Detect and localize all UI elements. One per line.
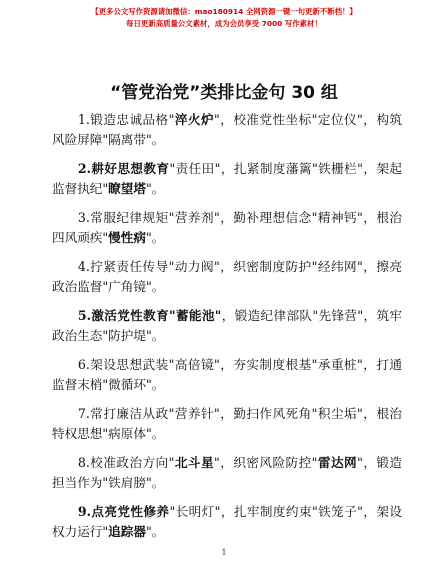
- slogan-item: [52, 110, 402, 150]
- slogan-text-bold: 雷达网: [317, 455, 358, 470]
- page-number: 1: [221, 548, 227, 557]
- promo-banner-line-2: 每日更新高质量公文素材，成为会员享受 7000 写作素材！: [126, 19, 322, 28]
- slogan-text: 1.锻造忠诚品格": [77, 112, 175, 127]
- slogan-text: "，织密风险防控": [214, 455, 318, 470]
- slogan-text: ，锻造纪律部队"先锋营"，筑牢政治生态"防护堤"。: [52, 308, 402, 343]
- slogan-item: [52, 159, 402, 199]
- slogan-text: 6.架设思想武装"高倍镜"，夯实制度根基"承重桩"，打通监督末梢"微循环"。: [52, 357, 402, 392]
- slogan-text: "，锻造担当作为"铁肩膀"。: [52, 455, 403, 490]
- slogan-text: "。: [145, 524, 165, 539]
- slogan-text-bold: 淬火炉: [174, 112, 215, 127]
- slogan-item: [52, 404, 402, 444]
- slogan-list: [52, 110, 402, 551]
- document-title: “管党治党”类排比金句 30 组: [110, 83, 338, 103]
- slogan-item: [52, 208, 402, 248]
- slogan-text-bold: 5.激活党性教育"蓄能池": [77, 308, 222, 323]
- slogan-item: [52, 355, 402, 395]
- slogan-text: 3.常服纪律规矩"营养剂"，勤补理想信念"精神钙"，根治四风顽疾": [52, 210, 402, 245]
- slogan-text: "，校准党性坐标"定位仪"，构筑风险屏障"隔离带"。: [52, 112, 402, 147]
- slogan-text: "责任田"，扎紧制度藩篱"铁栅栏"，架起监督执纪": [52, 161, 403, 196]
- slogan-item: [52, 453, 402, 493]
- slogan-text-bold: 9.点亮党性修养: [77, 504, 170, 519]
- slogan-text-bold: 北斗星: [174, 455, 215, 470]
- promo-banner: [0, 6, 448, 30]
- slogan-text-bold: 2.耕好思想教育: [77, 161, 170, 176]
- slogan-text: 7.常打廉洁从政"营养针"，勤扫作风死角"积尘垢"，根治特权思想"病原体"。: [52, 406, 402, 441]
- slogan-text: "。: [145, 181, 165, 196]
- slogan-text: "。: [145, 230, 165, 245]
- slogan-item: [52, 306, 402, 346]
- slogan-item: [52, 502, 402, 542]
- slogan-item: [52, 257, 402, 297]
- promo-banner-line-1: 【更多公文写作资源请加微信：mao180914 全网资源一键一句更新不断档！】: [91, 7, 357, 16]
- slogan-text: 4.拧紧责任传导"动力阀"，织密制度防护"经纬网"，擦亮政治监督"广角镜"。: [52, 259, 402, 294]
- slogan-text-bold: 瞭望塔: [108, 181, 146, 196]
- slogan-text: "长明灯"，扎牢制度约束"铁笼子"，架设权力运行": [52, 504, 403, 539]
- slogan-text-bold: 慢性病: [108, 230, 146, 245]
- slogan-text-bold: 追踪器: [108, 524, 146, 539]
- slogan-text: 8.校准政治方向": [77, 455, 175, 470]
